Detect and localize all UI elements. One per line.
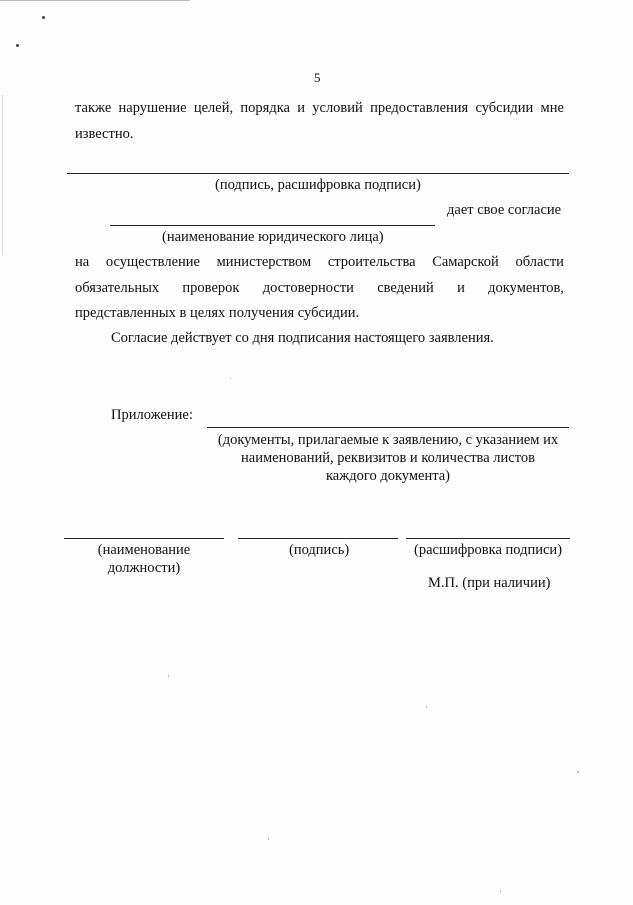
page-number: 5 [314, 70, 321, 85]
word: Самарской [432, 254, 499, 270]
attachment-caption-line-2: наименований, реквизитов и количества листов [241, 450, 535, 466]
position-line [64, 538, 224, 539]
word: строительства [327, 254, 416, 270]
scan-speck [577, 771, 579, 773]
paragraph-top-line-1 [75, 99, 564, 117]
position-caption [74, 541, 214, 577]
attachment-line [207, 427, 569, 428]
word: условий [312, 100, 363, 116]
word: достоверности [262, 280, 354, 296]
scan-speck [426, 706, 427, 708]
scan-edge-mark [0, 0, 190, 1]
consent-line-1 [75, 253, 564, 271]
scan-speck [230, 378, 231, 379]
word: и [297, 100, 305, 116]
word: сведений [377, 280, 434, 296]
word: мне [540, 100, 564, 116]
word: министерством [216, 254, 312, 270]
attachment-label: Приложение: [111, 407, 193, 423]
signature-line [67, 173, 569, 174]
scan-speck [42, 16, 45, 19]
word: на [75, 254, 90, 270]
entity-caption: (наименование юридического лица) [162, 229, 384, 245]
word: области [515, 254, 564, 270]
bottom-signature-caption: (подпись) [289, 542, 350, 558]
word: проверок [182, 280, 240, 296]
word: субсидии [475, 100, 534, 116]
attachment-caption [195, 431, 581, 485]
consent-gives: дает свое согласие [447, 202, 562, 218]
decoding-caption: (расшифровка подписи) [414, 542, 563, 558]
paragraph-top-line-2: известно. [75, 126, 134, 142]
validity-statement: Согласие действует со дня подписания настоящего заявления. [111, 330, 494, 346]
word: документов, [488, 280, 564, 296]
scan-margin-mark [2, 95, 3, 255]
position-caption-line-2: должности) [107, 560, 181, 576]
decoding-line [406, 538, 570, 539]
consent-line-2 [75, 279, 564, 297]
stamp-note: М.П. (при наличии) [428, 575, 551, 591]
scan-speck [168, 675, 169, 677]
bottom-signature-line [238, 538, 398, 539]
word: предоставления [370, 100, 469, 116]
scan-speck [500, 890, 501, 892]
consent-line-3: представленных в целях получения субсидии. [75, 305, 360, 321]
attachment-caption-line-3: каждого документа) [325, 468, 451, 484]
position-caption-line-1: (наименование [97, 542, 191, 558]
word: осуществление [105, 254, 200, 270]
word: нарушение [118, 100, 187, 116]
scan-speck [268, 838, 269, 840]
signature-caption: (подпись, расшифровка подписи) [215, 177, 421, 193]
word: и [457, 280, 465, 296]
word: обязательных [75, 280, 160, 296]
word: порядка [240, 100, 290, 116]
word: также [75, 100, 112, 116]
scan-speck [16, 44, 19, 47]
word: целей, [193, 100, 234, 116]
attachment-caption-line-1: (документы, прилагаемые к заявлению, с указанием их [217, 432, 559, 448]
entity-line [110, 225, 435, 226]
